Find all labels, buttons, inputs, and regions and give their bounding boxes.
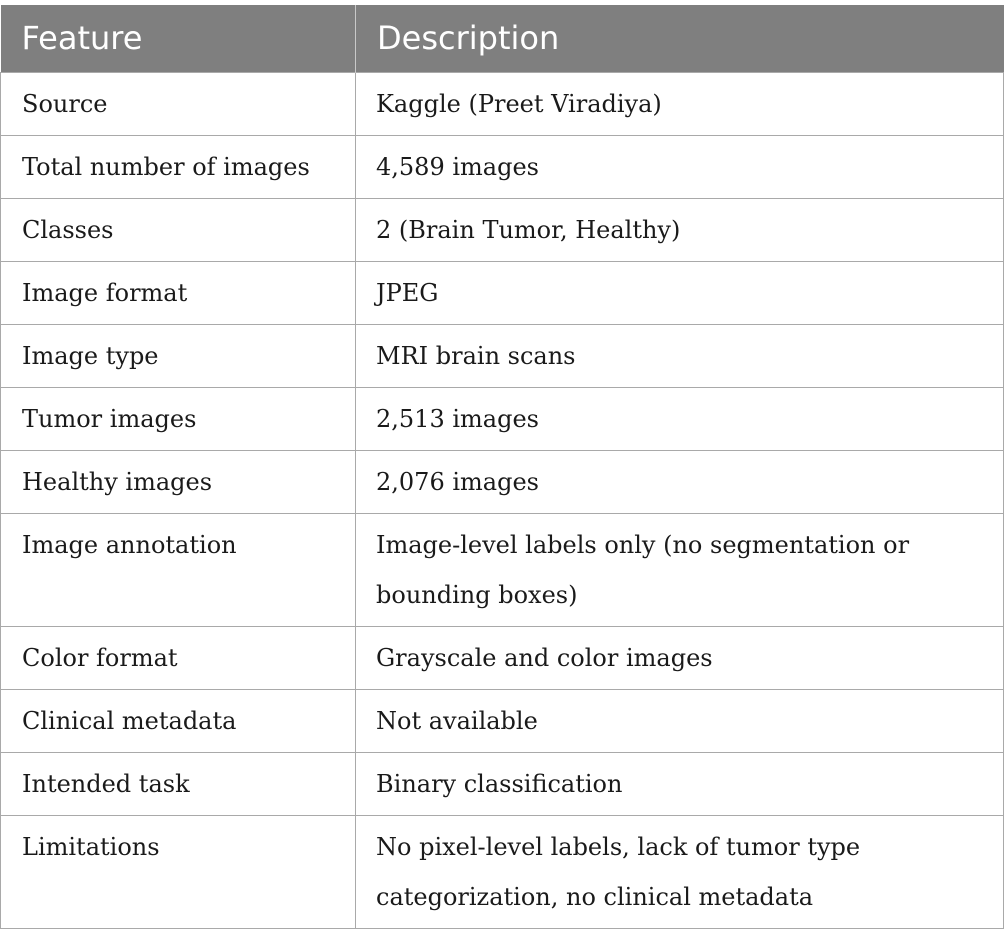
- feature-cell: Image type: [1, 324, 356, 387]
- table-row: [1, 689, 1004, 752]
- description-cell: Kaggle (Preet Viradiya): [356, 72, 1004, 135]
- feature-cell: Image format: [1, 261, 356, 324]
- description-cell: Image-level labels only (no segmentation or bounding boxes): [356, 513, 1004, 626]
- feature-cell: Tumor images: [1, 387, 356, 450]
- table-header: [1, 5, 1004, 72]
- description-cell: No pixel-level labels, lack of tumor type categorization, no clinical metadata: [356, 815, 1004, 928]
- table-row: [1, 513, 1004, 626]
- feature-cell: Color format: [1, 626, 356, 689]
- description-cell: 2,513 images: [356, 387, 1004, 450]
- header-row: [1, 5, 1004, 72]
- table-row: [1, 387, 1004, 450]
- feature-cell: Intended task: [1, 752, 356, 815]
- table-row: [1, 72, 1004, 135]
- description-cell: 4,589 images: [356, 135, 1004, 198]
- table-row: [1, 261, 1004, 324]
- column-header-feature: Feature: [1, 5, 356, 72]
- feature-cell: Total number of images: [1, 135, 356, 198]
- column-header-description: Description: [356, 5, 1004, 72]
- feature-cell: Image annotation: [1, 513, 356, 626]
- description-cell: 2 (Brain Tumor, Healthy): [356, 198, 1004, 261]
- table-body: [1, 72, 1004, 928]
- description-cell: Binary classification: [356, 752, 1004, 815]
- table-row: [1, 815, 1004, 928]
- feature-cell: Limitations: [1, 815, 356, 928]
- feature-cell: Classes: [1, 198, 356, 261]
- table-row: [1, 626, 1004, 689]
- table-row: [1, 135, 1004, 198]
- table-row: [1, 324, 1004, 387]
- feature-cell: Healthy images: [1, 450, 356, 513]
- table-row: [1, 198, 1004, 261]
- description-cell: Grayscale and color images: [356, 626, 1004, 689]
- dataset-feature-table: [0, 5, 1004, 929]
- description-cell: MRI brain scans: [356, 324, 1004, 387]
- table-row: [1, 450, 1004, 513]
- table-row: [1, 752, 1004, 815]
- description-cell: JPEG: [356, 261, 1004, 324]
- feature-cell: Source: [1, 72, 356, 135]
- description-cell: Not available: [356, 689, 1004, 752]
- description-cell: 2,076 images: [356, 450, 1004, 513]
- feature-cell: Clinical metadata: [1, 689, 356, 752]
